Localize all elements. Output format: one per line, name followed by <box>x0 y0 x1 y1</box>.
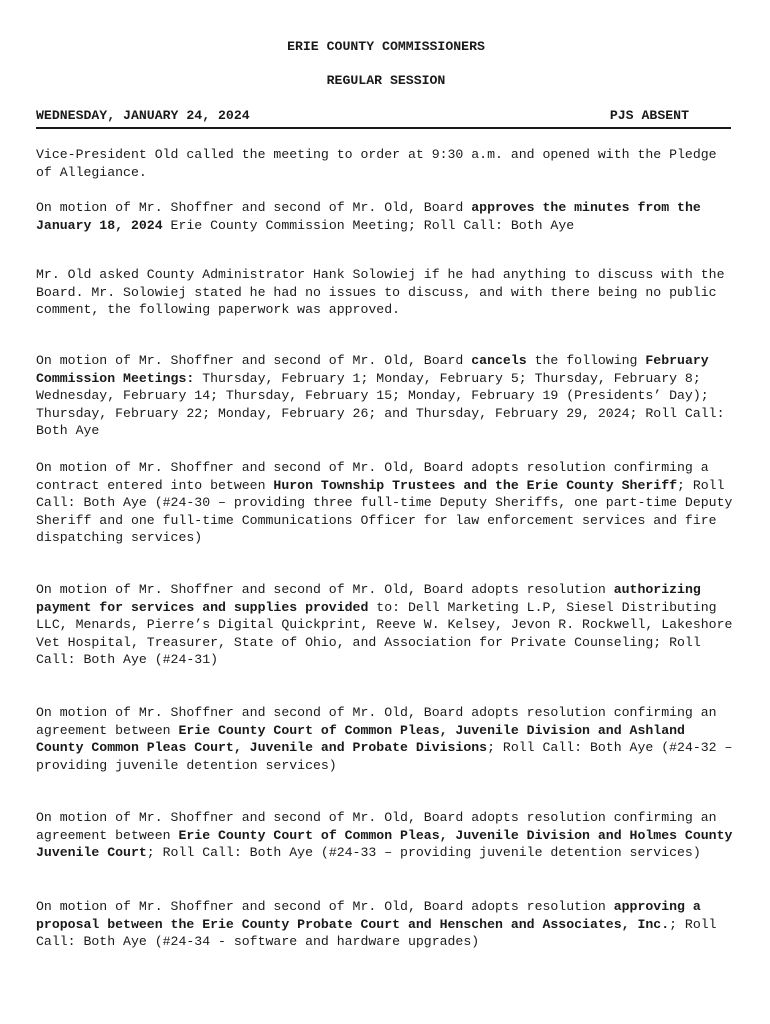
paragraph-text: ; Roll Call: Both Aye (#24-30 – providing three full-time Deputy Sheriffs, one part-time Deputy Sheriff and one full-time Communications Officer for law enforcement services and fire dispatching services) <box>36 477 733 546</box>
paragraph-bold: approves the minutes from the January 18, 2024 <box>36 200 701 233</box>
paragraph-resolution-24-33 <box>36 809 736 862</box>
paragraph-text: ; Roll Call: Both Aye (#24-34 - software and hardware upgrades) <box>36 916 717 950</box>
paragraph-resolution-24-32 <box>36 704 736 774</box>
paragraph-text: Mr. Old asked County Administrator Hank Solowiej if he had anything to discuss with the Board. Mr. Solowiej stated he had no issues to discuss, and with there being no public comment, the following paperwork was approved. <box>36 267 725 318</box>
paragraph-text: On motion of Mr. Shoffner and second of Mr. Old, Board <box>36 353 472 368</box>
paragraph-text: On motion of Mr. Shoffner and second of Mr. Old, Board adopts resolution confirming an agreement between <box>36 810 717 843</box>
paragraph-text: On motion of Mr. Shoffner and second of Mr. Old, Board adopts resolution <box>36 582 614 597</box>
absent-note: PJS ABSENT <box>609 108 689 123</box>
paragraph-call-to-order <box>36 146 736 181</box>
date-line <box>36 107 731 129</box>
paragraph-minutes <box>36 199 736 234</box>
meeting-date: WEDNESDAY, JANUARY 24, 2024 <box>36 108 250 123</box>
paragraph-bold: Erie County Court of Common Pleas, Juvenile Division and Holmes County Juvenile Court <box>36 827 733 861</box>
paragraph-text: On motion of Mr. Shoffner and second of Mr. Old, Board adopts resolution confirming an agreement between <box>36 705 717 738</box>
paragraph-text: ; Roll Call: Both Aye (#24-32 – providing juvenile detention services) <box>36 740 733 773</box>
paragraph-text: to: Dell Marketing L.P, Siesel Distributing LLC, Menards, Pierre’s Digital Quickprint, Reeve W. Kelsey, Jevon R. Rockwell, Lakeshore Vet Hospital, Treasurer, State of Ohio, and Association for Private Counseling; Roll Call: Both Aye (#24-31) <box>36 599 733 668</box>
session-title: REGULAR SESSION <box>326 73 446 88</box>
paragraph-cancels-meetings <box>36 352 736 440</box>
paragraph-text: Thursday, February 1; Monday, February 5; Thursday, February 8; Wednesday, February 14; Thursday, February 15; Monday, February 19 (Presidents’ Day); Thursday, February 22; Monday, February 26; and Thursday, February 29, 2024; Roll Call: Both Aye <box>36 370 725 439</box>
paragraph-administrator <box>36 266 736 319</box>
paragraph-text: On motion of Mr. Shoffner and second of Mr. Old, Board adopts resolution <box>36 899 614 914</box>
paragraph-bold: Erie County Court of Common Pleas, Juvenile Division and Ashland County Common Pleas Court, Juvenile and Probate Divisions <box>36 722 685 756</box>
paragraph-bold: cancels <box>471 353 527 368</box>
paragraph-text: the following <box>526 353 646 368</box>
paragraph-text: On motion of Mr. Shoffner and second of Mr. Old, Board adopts resolution confirming a contract entered into between <box>36 460 709 493</box>
paragraph-text: On motion of Mr. Shoffner and second of Mr. Old, Board <box>36 200 472 215</box>
document-title: ERIE COUNTY COMMISSIONERS <box>287 39 485 54</box>
paragraph-text: ; Roll Call: Both Aye (#24-33 – providing juvenile detention services) <box>146 845 701 861</box>
paragraph-bold: Huron Township Trustees and the Erie County Sheriff <box>273 477 678 493</box>
paragraph-resolution-24-30 <box>36 459 736 547</box>
paragraph-bold: February Commission Meetings: <box>36 353 709 386</box>
paragraph-text: Vice-President Old called the meeting to order at 9:30 a.m. and opened with the Pledge of Allegiance. <box>36 147 717 180</box>
paragraph-text: Erie County Commission Meeting; Roll Call: Both Aye <box>162 217 575 233</box>
paragraph-resolution-24-34 <box>36 898 736 951</box>
paragraph-resolution-24-31 <box>36 581 736 669</box>
paragraph-bold: authorizing payment for services and supplies provided <box>36 582 701 615</box>
paragraph-bold: approving a proposal between the Erie County Probate Court and Henschen and Associates, Inc. <box>36 899 701 932</box>
